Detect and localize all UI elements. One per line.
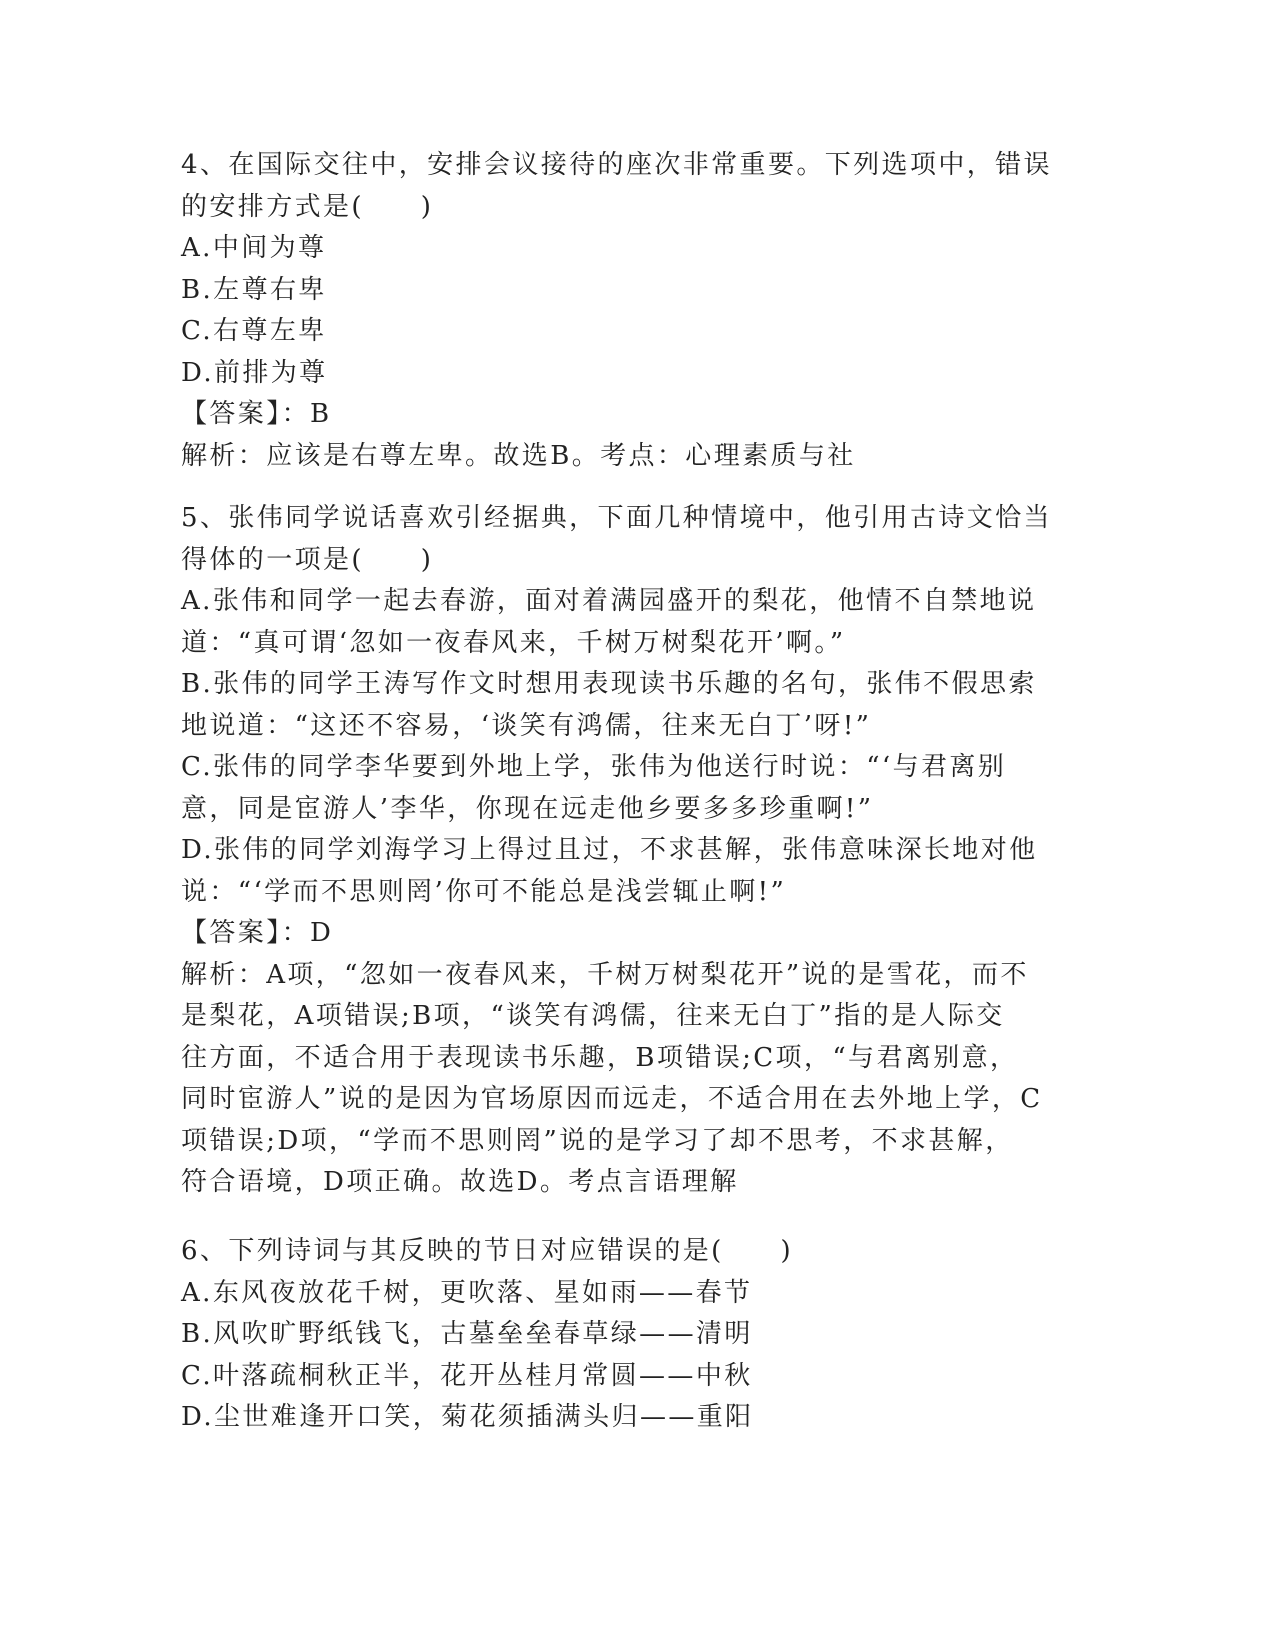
analysis-line: 往方面，不适合用于表现读书乐趣，B项错误;C项，“与君离别意， xyxy=(181,1042,1019,1073)
question-6 xyxy=(181,1231,1051,1439)
option-line: 意，同是宦游人’李华，你现在远走他乡要多多珍重啊!” xyxy=(181,793,874,824)
analysis-line: 解析：A项，“忽如一夜春风来，千树万树梨花开”说的是雪花，而不 xyxy=(181,959,1029,990)
option-line: 地说道：“这还不容易，‘谈笑有鸿儒，往来无白丁’呀!” xyxy=(181,710,872,741)
option-line: 道：“真可谓‘忽如一夜春风来，千树万树梨花开’啊。” xyxy=(181,627,846,658)
option-line: 说：“‘学而不思则罔’你可不能总是浅尝辄止啊!” xyxy=(181,876,787,907)
option-line: C.张伟的同学李华要到外地上学，张伟为他送行时说：“‘与君离别 xyxy=(181,752,1007,782)
option-b: B.左尊右卑 xyxy=(181,274,327,305)
option-line: D.张伟的同学刘海学习上得过且过，不求甚解，张伟意味深长地对他 xyxy=(181,835,1038,865)
analysis-line: 是梨花，A项错误;B项，“谈笑有鸿儒，往来无白丁”指的是人际交 xyxy=(181,1001,1005,1031)
option-a: A.中间为尊 xyxy=(181,233,327,263)
option-d: D.前排为尊 xyxy=(181,357,328,388)
question-stem-line: 的安排方式是( ) xyxy=(181,191,434,222)
option-line: A.张伟和同学一起去春游，面对着满园盛开的梨花，他情不自禁地说 xyxy=(181,586,1037,616)
option-b: B.风吹旷野纸钱飞，古墓垒垒春草绿——清明 xyxy=(181,1319,753,1349)
question-5 xyxy=(181,498,1051,1204)
analysis-line: 解析：应该是右尊左卑。故选B。考点：心理素质与社 xyxy=(181,440,856,471)
option-d: D.尘世难逢开口笑，菊花须插满头归——重阳 xyxy=(181,1402,754,1432)
option-c: C.右尊左卑 xyxy=(181,316,327,346)
analysis-line: 项错误;D项，“学而不思则罔”说的是学习了却不思考，不求甚解， xyxy=(181,1125,1014,1156)
question-stem-line: 5、张伟同学说话喜欢引经据典，下面几种情境中，他引用古诗文恰当 xyxy=(181,503,1052,533)
option-a: A.东风夜放花千树，更吹落、星如雨——春节 xyxy=(181,1277,753,1308)
question-stem-line: 得体的一项是( ) xyxy=(181,544,434,575)
option-line: B.张伟的同学王涛写作文时想用表现读书乐趣的名句，张伟不假思索 xyxy=(181,669,1037,699)
answer: 【答案】：D xyxy=(181,918,334,948)
analysis-line: 符合语境，D项正确。故选D。考点言语理解 xyxy=(181,1167,739,1197)
option-c: C.叶落疏桐秋正半，花开丛桂月常圆——中秋 xyxy=(181,1360,753,1391)
analysis-line: 同时宦游人”说的是因为官场原因而远走，不适合用在去外地上学，C xyxy=(181,1084,1043,1114)
question-4 xyxy=(181,145,1051,477)
question-stem-line: 4、在国际交往中，安排会议接待的座次非常重要。下列选项中，错误 xyxy=(181,150,1052,180)
answer: 【答案】：B xyxy=(181,399,332,429)
question-stem-line: 6、下列诗词与其反映的节日对应错误的是( ) xyxy=(181,1236,794,1266)
